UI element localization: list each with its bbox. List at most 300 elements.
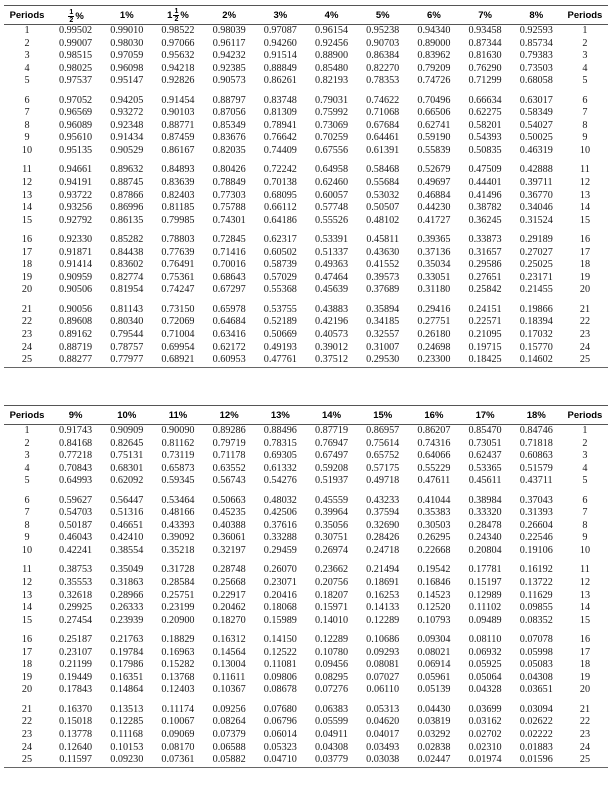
value-cell: 0.03651	[519, 684, 553, 696]
value-cell: 0.10153	[110, 741, 144, 753]
table-row	[4, 234, 608, 247]
period-cell-left: 3	[24, 50, 30, 62]
value-cell: 0.05961	[417, 671, 451, 683]
rate-percent-sign: %	[381, 9, 390, 21]
fraction-numerator: 1	[174, 7, 179, 15]
value-cell: 0.05925	[468, 659, 502, 671]
period-cell-left: 14	[21, 602, 33, 614]
value-cell: 0.42888	[519, 164, 553, 176]
value-cell: 0.90506	[59, 284, 93, 296]
value-cell: 0.39711	[519, 177, 553, 189]
rate-whole: 15	[373, 409, 384, 421]
value-cell: 0.96117	[212, 37, 246, 49]
header-row	[4, 406, 608, 425]
value-cell: 0.19542	[417, 564, 451, 576]
value-cell: 0.87344	[468, 37, 502, 49]
value-cell: 0.81185	[161, 202, 195, 214]
period-cell-left: 14	[21, 202, 33, 214]
value-cell: 0.91434	[110, 132, 144, 144]
rate-label	[69, 410, 83, 421]
period-cell-right: 2	[582, 37, 588, 49]
value-cell: 0.71068	[366, 107, 400, 119]
value-cell: 0.89632	[110, 164, 144, 176]
value-cell: 0.61332	[263, 462, 297, 474]
period-cell-right: 6	[582, 494, 588, 506]
table-row	[4, 354, 608, 367]
value-cell: 0.57175	[366, 462, 400, 474]
value-cell: 0.08081	[366, 659, 400, 671]
value-cell: 0.31863	[110, 577, 144, 589]
period-cell-left: 19	[21, 671, 33, 683]
rate-fraction	[173, 8, 179, 23]
value-cell: 0.38554	[110, 544, 144, 556]
period-cell-right: 6	[582, 94, 588, 106]
rate-label	[120, 10, 134, 21]
rate-percent-sign: %	[178, 409, 188, 421]
value-cell: 0.04620	[366, 716, 400, 728]
value-cell: 0.43883	[314, 303, 349, 315]
period-cell-left: 18	[21, 259, 33, 271]
value-cell: 0.03779	[306, 754, 357, 767]
value-cell: 0.50187	[59, 519, 93, 531]
periods-header-left: Periods	[9, 9, 45, 21]
period-cell-left: 4	[24, 462, 30, 474]
value-cell: 0.83676	[212, 132, 246, 144]
value-cell: 0.31393	[519, 507, 553, 519]
value-cell: 0.05323	[263, 741, 297, 753]
value-cell: 0.78757	[110, 341, 144, 353]
value-cell: 0.96098	[110, 62, 144, 74]
value-cell: 0.50835	[468, 144, 502, 156]
rate-whole: 11	[168, 409, 179, 421]
rate-fraction	[68, 9, 74, 24]
value-cell: 0.52679	[417, 164, 451, 176]
period-cell-right: 9	[582, 532, 588, 544]
rate-header	[101, 6, 152, 25]
value-cell: 0.93256	[59, 202, 93, 214]
value-cell: 0.19449	[59, 671, 93, 683]
value-cell: 0.68643	[212, 271, 246, 283]
rate-header	[511, 6, 562, 25]
value-cell: 0.02310	[468, 741, 502, 753]
value-cell: 0.16351	[110, 671, 144, 683]
rate-percent-sign: %	[180, 9, 189, 21]
table-row	[4, 329, 608, 342]
rate-header	[204, 406, 255, 425]
period-cell-left: 21	[21, 303, 33, 315]
value-cell: 0.07680	[263, 703, 297, 715]
value-cell: 0.45811	[366, 234, 400, 246]
period-cell-right: 24	[579, 341, 591, 353]
value-cell: 0.03699	[468, 703, 502, 715]
table-row	[4, 25, 608, 38]
value-cell: 0.50025	[519, 132, 553, 144]
period-cell-right: 12	[579, 577, 591, 589]
value-cell: 0.20804	[468, 544, 502, 556]
value-cell: 0.84746	[519, 425, 553, 436]
value-cell: 0.74409	[263, 144, 297, 156]
value-cell: 0.90103	[161, 107, 195, 119]
value-cell: 0.87719	[314, 425, 349, 436]
value-cell: 0.46884	[417, 189, 451, 201]
value-cell: 0.15770	[519, 341, 553, 353]
value-cell: 0.82645	[110, 437, 144, 449]
value-cell: 0.91514	[263, 50, 297, 62]
value-cell: 0.83639	[161, 177, 195, 189]
value-cell: 0.04710	[255, 754, 306, 767]
value-cell: 0.77303	[212, 189, 246, 201]
value-cell: 0.04911	[315, 729, 348, 741]
value-cell: 0.05998	[519, 646, 553, 658]
value-cell: 0.83962	[417, 50, 451, 62]
rate-whole: 10	[117, 409, 128, 421]
value-cell: 0.13778	[59, 729, 93, 741]
value-cell: 0.73503	[519, 62, 553, 74]
table-row	[4, 742, 608, 755]
value-cell: 0.18394	[519, 316, 553, 328]
value-cell: 0.99007	[59, 37, 93, 49]
value-cell: 0.04430	[417, 703, 451, 715]
table-row	[4, 463, 608, 476]
periods-header-right: Periods	[567, 409, 603, 421]
rate-whole: 9	[68, 409, 75, 421]
value-cell: 0.38782	[468, 202, 502, 214]
value-cell: 0.95238	[366, 25, 400, 36]
period-cell-left: 24	[21, 741, 33, 753]
value-cell: 0.37689	[366, 284, 400, 296]
value-cell: 0.83748	[263, 94, 297, 106]
value-cell: 0.41727	[417, 214, 451, 226]
value-cell: 0.39012	[314, 341, 349, 353]
period-cell-left: 25	[4, 354, 50, 367]
rate-header	[255, 6, 306, 25]
value-cell: 0.53365	[468, 462, 502, 474]
value-cell: 0.62172	[212, 341, 246, 353]
value-cell: 0.74316	[417, 437, 451, 449]
value-cell: 0.88277	[50, 354, 101, 367]
value-cell: 0.28426	[366, 532, 400, 544]
value-cell: 0.12520	[417, 602, 451, 614]
rate-whole: 13	[270, 409, 282, 421]
value-cell: 0.37594	[366, 507, 400, 519]
value-cell: 0.37512	[306, 354, 357, 367]
value-cell: 0.76642	[263, 132, 297, 144]
value-cell: 0.01883	[519, 741, 553, 753]
value-cell: 0.15989	[263, 614, 297, 626]
value-cell: 0.21199	[59, 659, 92, 671]
table-row	[4, 190, 608, 203]
period-cell-right: 8	[582, 519, 588, 531]
table-row	[4, 95, 608, 108]
value-cell: 0.75361	[161, 271, 195, 283]
period-cell-right: 25	[562, 754, 608, 767]
table-row	[4, 120, 608, 133]
period-cell-right: 17	[579, 646, 591, 658]
value-cell: 0.85734	[519, 37, 553, 49]
value-cell: 0.29530	[357, 354, 408, 367]
table-row	[4, 532, 608, 545]
value-cell: 0.58739	[263, 259, 297, 271]
period-cell-left: 2	[24, 37, 30, 49]
value-cell: 0.98515	[59, 50, 93, 62]
period-cell-left: 23	[21, 329, 33, 341]
period-cell-left: 8	[24, 119, 30, 131]
value-cell: 0.03292	[417, 729, 451, 741]
period-cell-left: 16	[21, 634, 33, 646]
value-cell: 0.12522	[263, 646, 297, 658]
period-cell-left: 22	[21, 716, 33, 728]
value-cell: 0.29459	[263, 544, 297, 556]
value-cell: 0.95610	[59, 132, 93, 144]
period-cell-right: 7	[582, 107, 588, 119]
value-cell: 0.42506	[263, 507, 297, 519]
value-cell: 0.93722	[59, 189, 93, 201]
value-cell: 0.87459	[161, 132, 195, 144]
rate-label	[325, 10, 339, 21]
value-cell: 0.12289	[366, 614, 400, 626]
value-cell: 0.08295	[314, 671, 349, 683]
period-cell-left: 5	[24, 75, 30, 87]
value-cell: 0.80426	[212, 164, 246, 176]
value-cell: 0.25187	[59, 634, 93, 646]
value-cell: 0.44401	[468, 177, 502, 189]
value-cell: 0.38984	[468, 494, 502, 506]
value-cell: 0.14864	[110, 684, 144, 696]
value-cell: 0.29586	[468, 259, 502, 271]
value-cell: 0.08021	[417, 646, 451, 658]
rate-header	[408, 406, 459, 425]
table-row	[4, 590, 608, 603]
group-spacer	[4, 627, 608, 634]
rate-header	[152, 6, 203, 25]
value-cell: 0.67684	[366, 119, 400, 131]
value-cell: 0.97059	[110, 50, 144, 62]
table-row	[4, 438, 608, 451]
rate-percent-sign: %	[434, 409, 444, 421]
value-cell: 0.71004	[161, 329, 195, 341]
value-cell: 0.53464	[161, 494, 195, 506]
value-cell: 0.19106	[519, 544, 553, 556]
table-row	[4, 164, 608, 177]
value-cell: 0.42196	[314, 316, 349, 328]
value-cell: 0.22571	[468, 316, 502, 328]
value-cell: 0.75131	[110, 450, 144, 462]
period-cell-left: 24	[21, 341, 33, 353]
value-cell: 0.95147	[110, 75, 144, 87]
value-cell: 0.09456	[314, 659, 349, 671]
value-cell: 0.14133	[366, 602, 400, 614]
header-row	[4, 6, 608, 25]
rate-header	[152, 406, 203, 425]
period-cell-left: 10	[21, 144, 33, 156]
value-cell: 0.30751	[314, 532, 349, 544]
value-cell: 0.43393	[161, 519, 195, 531]
rate-label	[476, 410, 495, 421]
value-cell: 0.94232	[212, 50, 246, 62]
value-cell: 0.10793	[417, 614, 451, 626]
rate-whole: 2	[222, 9, 228, 21]
rate-header	[50, 406, 101, 425]
period-cell-left: 13	[21, 589, 33, 601]
value-cell: 0.82270	[366, 62, 400, 74]
value-cell: 0.08678	[263, 684, 297, 696]
value-cell: 0.64993	[59, 475, 93, 487]
value-cell: 0.35056	[314, 519, 349, 531]
value-cell: 0.53391	[314, 234, 349, 246]
rate-label	[376, 10, 390, 21]
value-cell: 0.58349	[519, 107, 553, 119]
value-cell: 0.32690	[366, 519, 400, 531]
periods-header-left: Periods	[9, 409, 45, 421]
value-cell: 0.38753	[59, 564, 93, 576]
period-cell-left: 15	[21, 614, 33, 626]
value-cell: 0.28966	[110, 589, 144, 601]
period-cell-left: 15	[21, 214, 33, 226]
value-cell: 0.45639	[314, 284, 349, 296]
value-cell: 0.49697	[417, 177, 451, 189]
value-cell: 0.51937	[314, 475, 349, 487]
value-cell: 0.68058	[519, 75, 553, 87]
period-cell-right: 17	[579, 246, 591, 258]
value-cell: 0.33873	[468, 234, 502, 246]
table-row	[4, 545, 608, 558]
value-cell: 0.17032	[519, 329, 553, 341]
value-cell: 0.46651	[110, 519, 144, 531]
table-row	[4, 704, 608, 717]
value-cell: 0.79209	[417, 62, 451, 74]
table-row	[4, 495, 608, 508]
value-cell: 0.59627	[59, 494, 93, 506]
value-cell: 0.13004	[212, 659, 246, 671]
value-cell: 0.35553	[59, 577, 93, 589]
value-cell: 0.19866	[519, 303, 553, 315]
table-row	[4, 684, 608, 697]
table-row	[4, 316, 608, 329]
value-cell: 0.94661	[59, 164, 93, 176]
table-row	[4, 38, 608, 51]
value-cell: 0.28748	[212, 564, 246, 576]
value-cell: 0.25751	[161, 589, 195, 601]
value-cell: 0.94340	[417, 25, 451, 36]
value-cell: 0.13722	[519, 577, 553, 589]
value-cell: 0.07361	[152, 754, 203, 767]
value-cell: 0.86957	[366, 425, 400, 436]
value-cell: 0.12640	[59, 741, 93, 753]
value-cell: 0.08352	[519, 614, 553, 626]
value-cell: 0.62275	[468, 107, 502, 119]
value-cell: 0.39365	[417, 234, 451, 246]
value-cell: 0.14523	[417, 589, 451, 601]
fraction-denominator: 2	[174, 15, 179, 23]
value-cell: 0.73150	[161, 303, 195, 315]
value-cell: 0.03162	[468, 716, 502, 728]
value-cell: 0.76290	[468, 62, 502, 74]
rate-percent-sign: %	[278, 9, 288, 21]
value-cell: 0.35034	[417, 259, 451, 271]
rate-label	[222, 10, 236, 21]
value-cell: 0.20900	[161, 614, 195, 626]
value-cell: 0.95135	[59, 144, 93, 156]
rate-whole: 16	[424, 409, 435, 421]
value-cell: 0.79719	[212, 437, 246, 449]
value-cell: 0.90573	[212, 75, 246, 87]
table-row	[4, 50, 608, 63]
value-cell: 0.72069	[161, 316, 195, 328]
rate-percent-sign: %	[125, 9, 134, 21]
value-cell: 0.06588	[212, 741, 246, 753]
value-cell: 0.26604	[519, 519, 553, 531]
value-cell: 0.06383	[314, 703, 349, 715]
value-cell: 0.05139	[417, 684, 451, 696]
table-row	[4, 729, 608, 742]
value-cell: 0.60502	[263, 246, 297, 258]
rate-percent-sign: %	[74, 409, 83, 421]
table-row	[4, 672, 608, 685]
rate-percent-sign: %	[230, 409, 239, 421]
period-cell-left: 16	[21, 234, 33, 246]
value-cell: 0.55684	[366, 177, 400, 189]
value-cell: 0.07379	[212, 729, 246, 741]
rate-whole: 4	[324, 9, 330, 21]
value-cell: 0.26295	[417, 532, 451, 544]
value-cell: 0.72845	[212, 234, 246, 246]
value-cell: 0.15971	[314, 602, 349, 614]
value-cell: 0.61391	[366, 144, 400, 156]
rate-header	[50, 6, 101, 25]
value-cell: 0.43711	[519, 475, 553, 487]
value-cell: 0.16370	[59, 703, 93, 715]
table-row	[4, 177, 608, 190]
value-cell: 0.70259	[314, 132, 349, 144]
rate-label	[169, 410, 188, 421]
rate-whole: 6	[427, 9, 433, 21]
value-cell: 0.20416	[263, 589, 297, 601]
value-cell: 0.04328	[468, 684, 502, 696]
value-cell: 0.18270	[212, 614, 246, 626]
value-cell: 0.31657	[468, 246, 502, 258]
group-spacer	[4, 488, 608, 495]
rate-percent-sign: %	[329, 9, 339, 21]
value-cell: 0.22668	[417, 544, 451, 556]
table-row	[4, 520, 608, 533]
value-cell: 0.13513	[110, 703, 144, 715]
value-cell: 0.51579	[519, 462, 553, 474]
value-cell: 0.89608	[59, 316, 93, 328]
period-cell-left: 6	[24, 94, 30, 106]
present-value-table-1	[4, 5, 608, 368]
period-cell-right: 12	[579, 177, 591, 189]
value-cell: 0.05882	[204, 754, 255, 767]
value-cell: 0.45235	[212, 507, 246, 519]
value-cell: 0.47509	[468, 164, 502, 176]
rate-percent-sign: %	[281, 409, 290, 421]
value-cell: 0.80340	[110, 316, 144, 328]
value-cell: 0.06110	[366, 684, 400, 696]
value-cell: 0.87866	[110, 189, 144, 201]
value-cell: 0.02447	[408, 754, 459, 767]
value-cell: 0.62317	[263, 234, 297, 246]
value-cell: 0.59208	[314, 462, 349, 474]
value-cell: 0.92826	[161, 75, 195, 87]
rate-header	[357, 406, 408, 425]
value-cell: 0.04308	[519, 671, 553, 683]
rate-whole: 1	[119, 9, 126, 21]
rate-header	[460, 406, 511, 425]
value-cell: 0.43233	[366, 494, 400, 506]
value-cell: 0.31728	[161, 564, 195, 576]
value-cell: 0.16312	[212, 634, 246, 646]
rate-label	[117, 410, 136, 421]
